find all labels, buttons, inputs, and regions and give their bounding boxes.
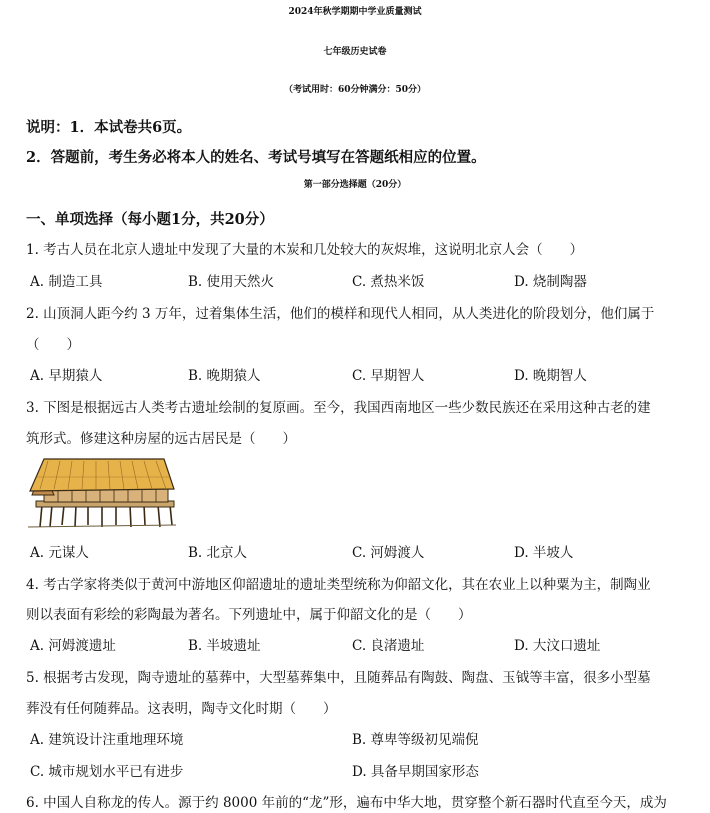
question-1-text: 1. 考古人员在北京人遗址中发现了大量的木炭和几处较大的灰烬堆，这说明北京人会（ ） bbox=[26, 242, 584, 258]
q1-option-b: B. 使用天然火 bbox=[188, 274, 275, 290]
q1-option-d: D. 烧制陶器 bbox=[514, 274, 587, 290]
question-5-text: 5. 根据考古发现，陶寺遗址的墓葬中，大型墓葬集中，且随葬品有陶鼓、陶盘、玉钺等丰富，很多小型墓 bbox=[26, 670, 651, 686]
q2-option-d: D. 晚期智人 bbox=[514, 368, 587, 384]
q2-option-c: C. 早期智人 bbox=[352, 368, 425, 384]
q4-option-a: A. 河姆渡遗址 bbox=[30, 638, 116, 654]
stilt-house-illustration bbox=[28, 455, 176, 529]
q2-option-b: B. 晚期猿人 bbox=[188, 368, 261, 384]
q4-option-b: B. 半坡遗址 bbox=[188, 638, 261, 654]
q1-option-c: C. 煮热米饭 bbox=[352, 274, 425, 290]
q3-option-d: D. 半坡人 bbox=[514, 545, 574, 561]
q3-option-b: B. 北京人 bbox=[188, 545, 248, 561]
question-5-text-cont: 葬没有任何随葬品。这表明，陶寺文化时期（ ） bbox=[26, 701, 337, 717]
q5-option-c: C. 城市规划水平已有进步 bbox=[30, 764, 184, 780]
part-title: 第一部分选择题（20分） bbox=[303, 180, 407, 190]
q3-option-a: A. 元谋人 bbox=[30, 545, 89, 561]
exam-title: 2024年秋学期期中学业质量测试 bbox=[288, 7, 422, 17]
q5-option-a: A. 建筑设计注重地理环境 bbox=[30, 732, 184, 748]
section-title: 一、单项选择（每小题1分，共20分） bbox=[26, 211, 274, 228]
q5-option-d: D. 具备早期国家形态 bbox=[352, 764, 479, 780]
question-2-text: 2. 山顶洞人距今约 3 万年，过着集体生活，他们的模样和现代人相同，从人类进化的阶段划分，他们属于 bbox=[26, 306, 655, 322]
q3-option-c: C. 河姆渡人 bbox=[352, 545, 425, 561]
q4-option-d: D. 大汶口遗址 bbox=[514, 638, 601, 654]
question-6-text: 6. 中国人自称龙的传人。源于约 8000 年前的“龙”形，遍布中华大地，贯穿整个新石器时代直至今天，成为 bbox=[26, 795, 667, 811]
question-4-text-cont: 则以表面有彩绘的彩陶最为著名。下列遗址中，属于仰韶文化的是（ ） bbox=[26, 607, 472, 623]
q5-option-b: B. 尊卑等级初见端倪 bbox=[352, 732, 479, 748]
question-3-text: 3. 下图是根据远古人类考古遗址绘制的复原画。至今，我国西南地区一些少数民族还在采用这种古老的建 bbox=[26, 400, 651, 416]
note-line-2: 2．答题前，考生务必将本人的姓名、考试号填写在答题纸相应的位置。 bbox=[26, 149, 486, 166]
exam-info: （考试用时：60分钟满分：50分） bbox=[283, 85, 427, 95]
q4-option-c: C. 良渚遗址 bbox=[352, 638, 425, 654]
q1-option-a: A. 制造工具 bbox=[30, 274, 103, 290]
q2-option-a: A. 早期猿人 bbox=[30, 368, 103, 384]
question-2-text-cont: （ ） bbox=[26, 337, 80, 353]
question-4-text: 4. 考古学家将类似于黄河中游地区仰韶遗址的遗址类型统称为仰韶文化，其在农业上以种粟为主，制陶业 bbox=[26, 577, 651, 593]
note-line-1: 说明：1．本试卷共6页。 bbox=[26, 119, 192, 136]
question-3-text-cont: 筑形式。修建这种房屋的远古居民是（ ） bbox=[26, 431, 296, 447]
exam-subtitle: 七年级历史试卷 bbox=[323, 47, 387, 57]
